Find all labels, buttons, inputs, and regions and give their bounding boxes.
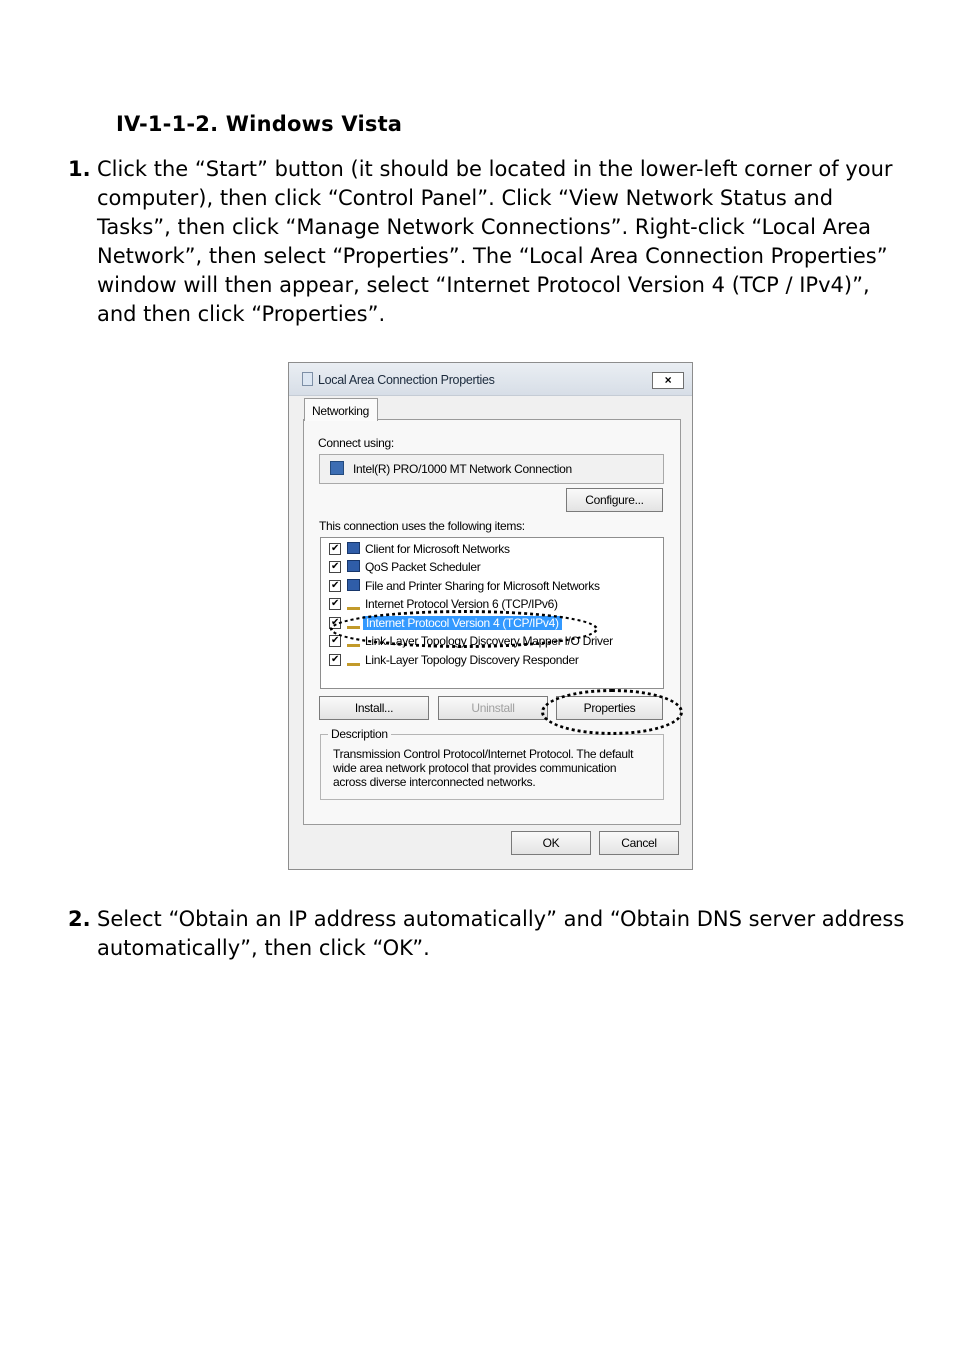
list-item[interactable] <box>321 577 661 595</box>
section-heading: IV-1-1-2. Windows Vista <box>116 112 403 136</box>
item-checkbox[interactable]: ✔ <box>330 561 340 572</box>
ipv4-highlight-oval <box>330 610 598 648</box>
dialog-title: Local Area Connection Properties <box>318 373 495 387</box>
step-text: Click the “Start” button (it should be located in the lower-left corner of your computer), then click “Control Panel”. Click “View Network Status and Tasks”, then click “Manage Network Connections”. Right-click “Local Area Network”, then select “Properties”. The “Local Area Connection Properties” window will then appear, select “Internet Protocol Version 4 (TCP / IPv4)”, and then click “Properties”. <box>97 157 893 326</box>
item-label: File and Printer Sharing for Microsoft Networks <box>365 579 600 593</box>
step-number: 2. <box>68 907 91 931</box>
configure-button[interactable] <box>566 488 663 512</box>
items-label: This connection uses the following items: <box>319 519 525 533</box>
item-checkbox[interactable]: ✔ <box>330 543 340 554</box>
item-label: QoS Packet Scheduler <box>365 560 481 574</box>
list-item[interactable] <box>321 558 661 576</box>
step-number: 1. <box>68 157 91 181</box>
service-icon <box>347 560 360 572</box>
install-button[interactable] <box>319 696 429 720</box>
uninstall-button-label: Uninstall <box>471 701 515 715</box>
step-2 <box>68 905 908 963</box>
configure-button-label: Configure... <box>585 493 644 507</box>
protocol-icon <box>347 601 360 610</box>
network-adapter-icon <box>330 461 344 475</box>
step-1 <box>68 155 908 329</box>
item-label: Internet Protocol Version 6 (TCP/IPv6) <box>365 597 558 611</box>
service-icon <box>347 579 360 591</box>
step-text: Select “Obtain an IP address automatically” and “Obtain DNS server address automatically”, then click “OK”. <box>97 907 905 960</box>
ok-button[interactable] <box>511 831 591 855</box>
item-checkbox[interactable]: ✔ <box>330 580 340 591</box>
properties-button-label: Properties <box>583 701 636 715</box>
item-checkbox[interactable]: ✔ <box>330 635 340 646</box>
title-bar[interactable] <box>289 363 692 396</box>
tab-networking[interactable] <box>304 398 378 421</box>
close-button[interactable]: × <box>652 372 684 389</box>
list-item[interactable] <box>321 540 661 558</box>
network-window-icon <box>302 372 313 386</box>
item-label: Link-Layer Topology Discovery Mapper I/O Driver <box>365 634 613 648</box>
connect-using-label: Connect using: <box>318 436 394 450</box>
ok-button-label: OK <box>542 836 560 850</box>
list-item[interactable] <box>321 651 661 669</box>
item-checkbox[interactable]: ✔ <box>330 654 340 665</box>
protocol-icon <box>347 657 360 666</box>
uninstall-button[interactable] <box>438 696 548 720</box>
properties-highlight-oval <box>541 689 683 735</box>
adapter-name: Intel(R) PRO/1000 MT Network Connection <box>353 462 572 476</box>
install-button-label: Install... <box>354 701 394 715</box>
item-label: Internet Protocol Version 4 (TCP/IPv4) <box>363 616 562 630</box>
description-group <box>320 727 664 800</box>
item-checkbox[interactable]: ✔ <box>330 617 340 628</box>
item-label: Client for Microsoft Networks <box>365 542 510 556</box>
description-text: Transmission Control Protocol/Internet Protocol. The default wide area network protocol that provides communication across diverse interconnected networks. <box>333 747 634 789</box>
cancel-button[interactable] <box>599 831 679 855</box>
description-label: Description <box>328 727 391 741</box>
client-network-icon <box>347 542 360 554</box>
cancel-button-label: Cancel <box>621 836 657 850</box>
tab-label: Networking <box>312 404 370 418</box>
item-label: Link-Layer Topology Discovery Responder <box>365 653 579 667</box>
adapter-field <box>319 454 664 484</box>
item-checkbox[interactable]: ✔ <box>330 598 340 609</box>
